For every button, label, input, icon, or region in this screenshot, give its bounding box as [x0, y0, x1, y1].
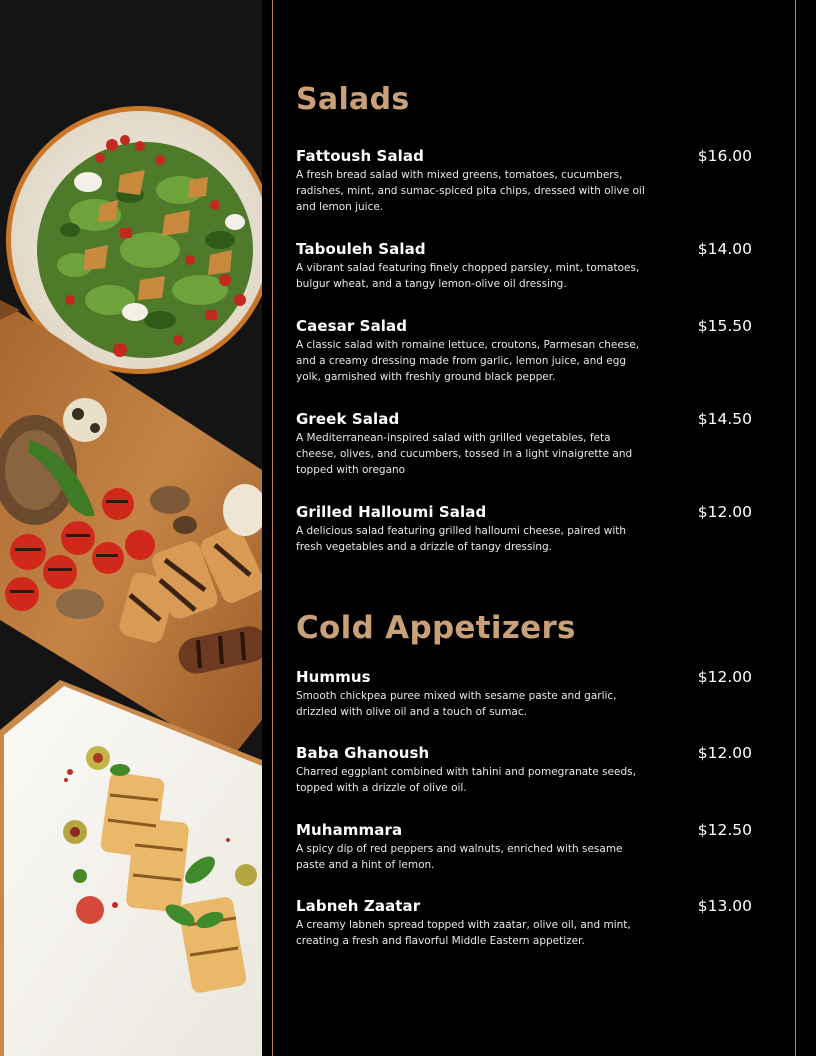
item-name: Baba Ghanoush [296, 744, 430, 762]
item-name: Hummus [296, 668, 371, 686]
item-name: Muhammara [296, 821, 403, 839]
food-photo-column [0, 0, 262, 1056]
item-description: A classic salad with romaine lettuce, croutons, Parmesan cheese, and a creamy dressing made from garlic, lemon juice, and egg yolk, garnished with freshly ground black pepper. [296, 339, 640, 383]
item-price: $14.50 [697, 410, 752, 428]
item-description: A spicy dip of red peppers and walnuts, enriched with sesame paste and a hint of lemon. [296, 843, 623, 871]
item-name: Greek Salad [296, 410, 400, 428]
item-price: $13.00 [697, 897, 752, 915]
frame-line-left [272, 0, 273, 1056]
item-price: $12.00 [697, 503, 752, 521]
item-description: A Mediterranean-inspired salad with grilled vegetables, feta cheese, olives, and cucumbers, tossed in a light vinaigrette and topped with oregano [296, 432, 633, 476]
item-description: A creamy labneh spread topped with zaatar, olive oil, and mint, creating a fresh and flavorful Middle Eastern appetizer. [296, 919, 631, 947]
item-price: $15.50 [697, 317, 752, 335]
item-description: A fresh bread salad with mixed greens, tomatoes, cucumbers, radishes, mint, and sumac-spiced pita chips, dressed with olive oil and lemon juice. [296, 169, 645, 213]
item-description: Smooth chickpea puree mixed with sesame paste and garlic, drizzled with olive oil and a touch of sumac. [296, 690, 617, 718]
food-photo-illustration [0, 0, 262, 1056]
item-name: Labneh Zaatar [296, 897, 421, 915]
item-name: Caesar Salad [296, 317, 408, 335]
item-price: $16.00 [697, 147, 752, 165]
item-description: Charred eggplant combined with tahini and pomegranate seeds, topped with a drizzle of olive oil. [296, 766, 636, 794]
section-title: Cold Appetizers [296, 610, 576, 646]
item-price: $12.00 [697, 744, 752, 762]
item-name: Grilled Halloumi Salad [296, 503, 487, 521]
item-name: Tabouleh Salad [296, 240, 426, 258]
item-price: $12.50 [697, 821, 752, 839]
frame-line-right [795, 0, 796, 1056]
section-title: Salads [296, 82, 410, 117]
item-price: $12.00 [697, 668, 752, 686]
item-description: A delicious salad featuring grilled halloumi cheese, paired with fresh vegetables and a drizzle of tangy dressing. [296, 525, 627, 553]
item-price: $14.00 [697, 240, 752, 258]
item-description: A vibrant salad featuring finely chopped parsley, mint, tomatoes, bulgur wheat, and a tangy lemon-olive oil dressing. [296, 262, 640, 290]
item-name: Fattoush Salad [296, 147, 424, 165]
